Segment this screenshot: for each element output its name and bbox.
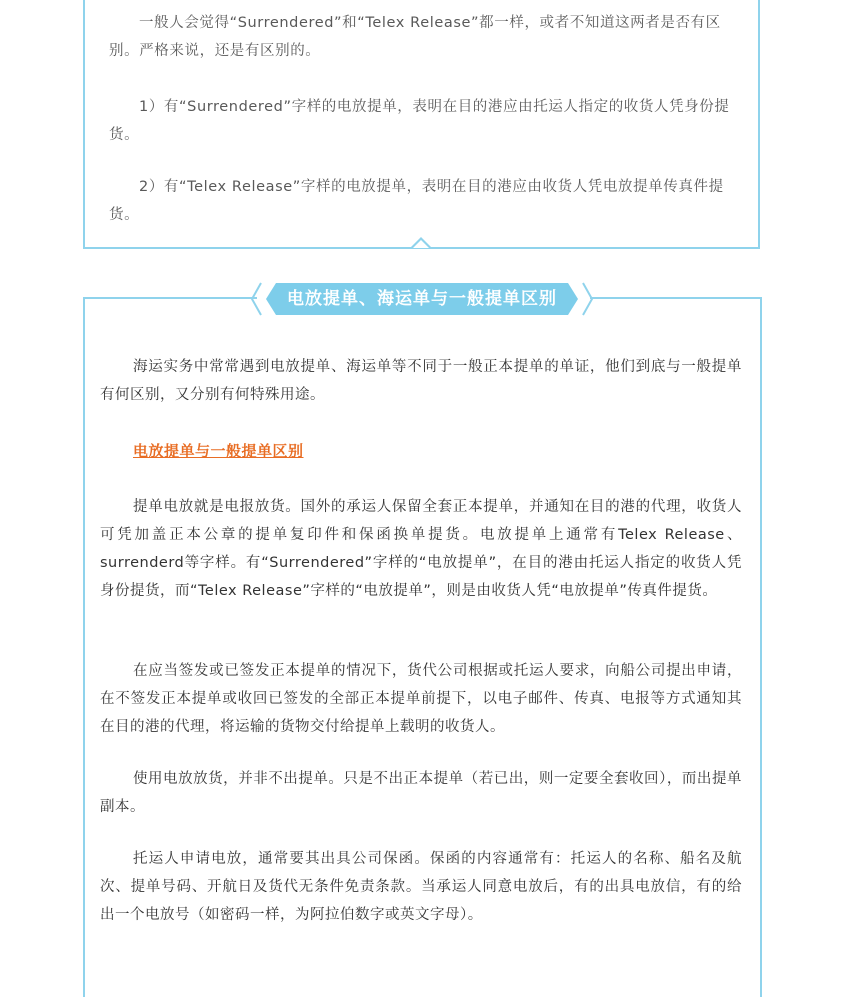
- banner-right-chevron-icon: [583, 283, 592, 315]
- section-title: 电放提单、海运单与一般提单区别: [287, 289, 557, 309]
- section-paragraph-4: 托运人申请电放，通常要其出具公司保函。保函的内容通常有：托运人的名称、船名及航次、提单号码、开航日及货代无条件免责条款。当承运人同意电放后，有的出具电放信，有的给出一个电放号（如密码一样，为阿拉伯数字或英文字母）。: [100, 851, 742, 923]
- top-content-box: [83, 0, 760, 249]
- subheading-link[interactable]: 电放提单与一般提单区别: [133, 442, 304, 460]
- top-paragraph-2: 1）有“Surrendered”字样的电放提单，表明在目的港应由托运人指定的收货人凭身份提货。: [109, 99, 730, 143]
- section-top-line-left: [83, 297, 257, 299]
- top-paragraph-3: 2）有“Telex Release”字样的电放提单，表明在目的港应由收货人凭电放提单传真件提货。: [109, 179, 724, 223]
- section-paragraph-3: 使用电放放货，并非不出提单。只是不出正本提单（若已出，则一定要全套收回），而出提单副本。: [100, 771, 742, 815]
- section-paragraph-2: 在应当签发或已签发正本提单的情况下，货代公司根据或托运人要求，向船公司提出申请，在不签发正本提单或收回已签发的全部正本提单前提下，以电子邮件、传真、电报等方式通知其在目的港的代理，将运输的货物交付给提单上载明的收货人。: [100, 663, 742, 735]
- top-paragraph-1: 一般人会觉得“Surrendered”和“Telex Release”都一样，或者不知道这两者是否有区别。严格来说，还是有区别的。: [109, 15, 721, 59]
- divider-arrow-inner: [413, 240, 429, 248]
- section-paragraph-1: 提单电放就是电报放货。国外的承运人保留全套正本提单，并通知在目的港的代理，收货人可凭加盖正本公章的提单复印件和保函换单提货。电放提单上通常有Telex Release、surrenderd等字样。有“Surrendered”字样的“电放提单”，在目的港由托运人指定的收货人凭身份提货，而“Telex Release”字样的“电放提单”，则是由收货人凭“电放提单”传真件提货。: [100, 499, 742, 599]
- banner-left-chevron-icon: [252, 283, 261, 315]
- section-intro: 海运实务中常常遇到电放提单、海运单等不同于一般正本提单的单证，他们到底与一般提单有何区别，又分别有何特殊用途。: [100, 359, 742, 403]
- section-top-line-right: [590, 297, 760, 299]
